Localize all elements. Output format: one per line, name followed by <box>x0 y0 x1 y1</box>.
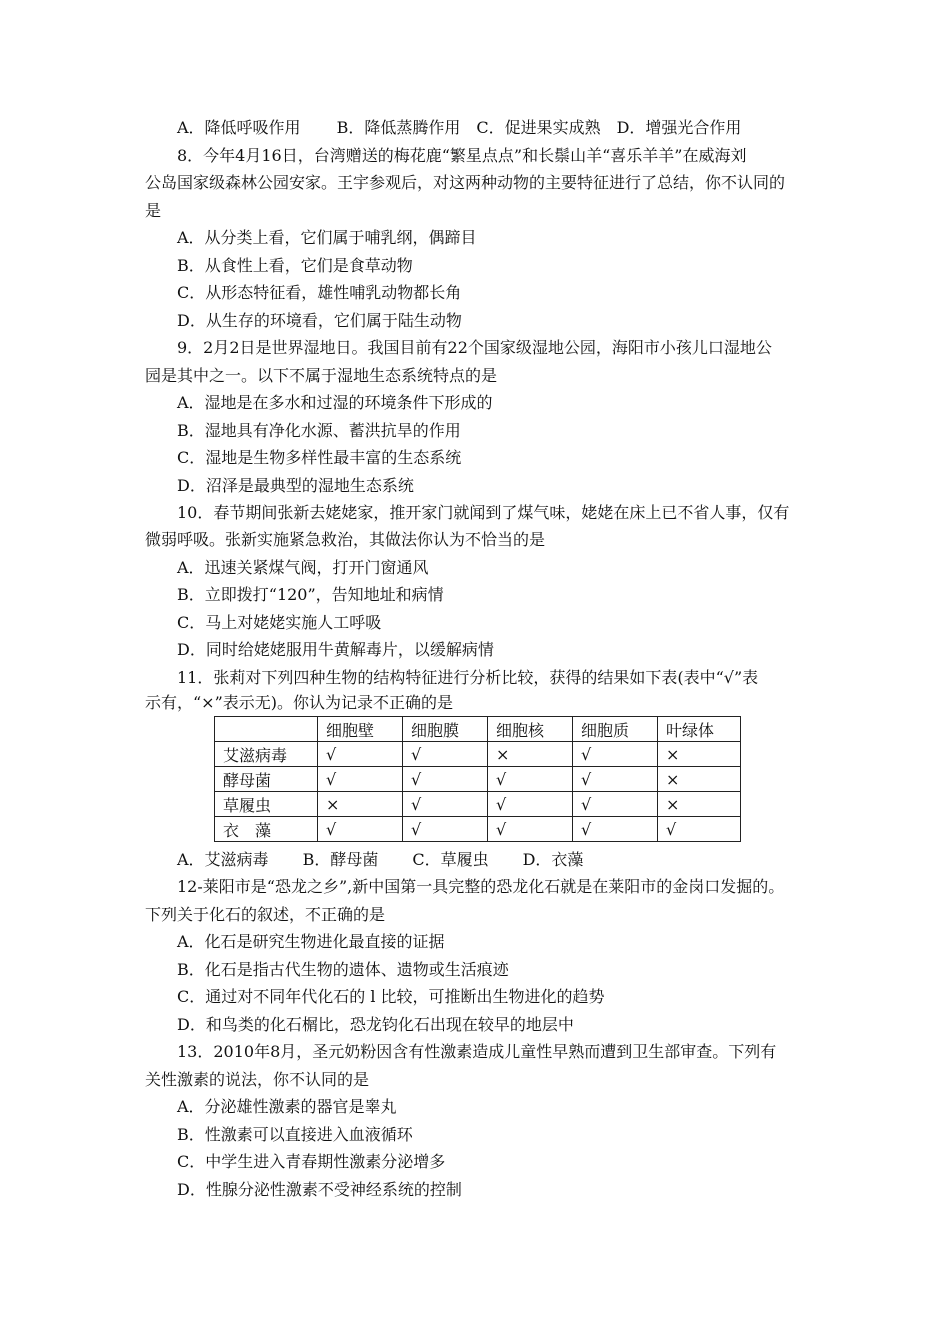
table-cell: √ <box>403 792 488 817</box>
q9-option-b: B．湿地具有净化水源、蓄洪抗旱的作用 <box>177 421 461 440</box>
q13-option-a: A．分泌雄性激素的器官是睾丸 <box>177 1097 397 1116</box>
q11-stem-line-2: 示有，“×”表示无)。你认为记录不正确的是 <box>145 693 454 712</box>
table-cell: √ <box>318 817 403 842</box>
table-row-label: 草履虫 <box>215 792 318 817</box>
q13-stem-line-2: 关性激素的说法，你不认同的是 <box>145 1070 370 1089</box>
q9-stem-line-1: 9．2月2日是世界湿地日。我国目前有22个国家级湿地公园，海阳市小孩儿口湿地公 <box>177 338 772 357</box>
cell-structure-table <box>214 716 741 842</box>
q10-option-b: B．立即拨打“120”，告知地址和病情 <box>177 585 444 604</box>
q10-stem-line-1: 10．春节期间张新去姥姥家，推开家门就闻到了煤气味，姥姥在床上已不省人事，仅有 <box>177 503 790 522</box>
table-cell: √ <box>573 817 658 842</box>
q12-option-a: A．化石是研究生物进化最直接的证据 <box>177 932 445 951</box>
q10-stem-line-2: 微弱呼吸。张新实施紧急救治，其做法你认为不恰当的是 <box>145 530 546 549</box>
table-cell: √ <box>403 742 488 767</box>
q10-option-a: A．迅速关紧煤气阀，打开门窗通风 <box>177 558 429 577</box>
table-cell: √ <box>573 792 658 817</box>
q12-option-c: C．通过对不同年代化石的 l 比较，可推断出生物进化的趋势 <box>177 987 605 1006</box>
q9-option-c: C．湿地是生物多样性最丰富的生态系统 <box>177 448 462 467</box>
q7-option-a: A．降低呼吸作用 <box>177 118 301 137</box>
q11-option-d: D．衣藻 <box>522 850 584 869</box>
table-row-label: 艾滋病毒 <box>215 742 318 767</box>
q8-option-c: C．从形态特征看，雄性哺乳动物都长角 <box>177 283 462 302</box>
table-header-chloroplast: 叶绿体 <box>658 717 741 742</box>
q11-option-c: C．草履虫 <box>412 850 489 869</box>
q13-option-c: C．中学生进入青春期性激素分泌增多 <box>177 1152 446 1171</box>
table-header-row <box>215 717 741 742</box>
table-cell: √ <box>488 817 573 842</box>
table-cell: √ <box>318 767 403 792</box>
q8-option-a: A．从分类上看，它们属于哺乳纲，偶蹄目 <box>177 228 477 247</box>
table-cell: × <box>318 792 403 817</box>
table-cell: × <box>658 792 741 817</box>
table-cell: × <box>658 742 741 767</box>
table-cell: × <box>488 742 573 767</box>
table-cell: √ <box>488 767 573 792</box>
table-cell: √ <box>403 817 488 842</box>
table-header-cell-wall: 细胞壁 <box>318 717 403 742</box>
table-header-nucleus: 细胞核 <box>488 717 573 742</box>
table-row <box>215 792 741 817</box>
q10-option-c: C．马上对姥姥实施人工呼吸 <box>177 613 382 632</box>
table-header-corner <box>215 717 318 742</box>
table-cell: √ <box>658 817 741 842</box>
q8-option-b: B．从食性上看，它们是食草动物 <box>177 256 413 275</box>
table-cell: √ <box>573 767 658 792</box>
table-cell: √ <box>573 742 658 767</box>
q11-options <box>177 850 583 870</box>
table-cell: × <box>658 767 741 792</box>
table-row-label: 衣 藻 <box>215 817 318 842</box>
q11-option-b: B．酵母菌 <box>302 850 379 869</box>
table-row <box>215 767 741 792</box>
q8-stem-line-1: 8．今年4月16日，台湾赠送的梅花鹿“繁星点点”和长鬃山羊“喜乐羊羊”在威海刘 <box>177 146 747 165</box>
table-cell: √ <box>403 767 488 792</box>
table-header-cytoplasm: 细胞质 <box>573 717 658 742</box>
q9-option-d: D．沼泽是最典型的湿地生态系统 <box>177 476 414 495</box>
q10-option-d: D．同时给姥姥服用牛黄解毒片，以缓解病情 <box>177 640 494 659</box>
table-row-label: 酵母菌 <box>215 767 318 792</box>
table-cell: √ <box>488 792 573 817</box>
table-row <box>215 817 741 842</box>
q12-stem-line-1: 12-莱阳市是“恐龙之乡”,新中国第一具完整的恐龙化石就是在莱阳市的金岗口发掘的。 <box>177 877 785 896</box>
q13-option-b: B．性激素可以直接进入血液循环 <box>177 1125 413 1144</box>
q12-option-d: D．和鸟类的化石榍比，恐龙钧化石出现在较早的地层中 <box>177 1015 574 1034</box>
q11-stem-line-1: 11．张莉对下列四种生物的结构特征进行分析比较，获得的结果如下表(表中“√”表 <box>177 668 759 687</box>
q13-option-d: D．性腺分泌性激素不受神经系统的控制 <box>177 1180 462 1199</box>
q12-stem-line-2: 下列关于化石的叙述，不正确的是 <box>145 905 386 924</box>
q9-stem-line-2: 园是其中之一。以下不属于湿地生态系统特点的是 <box>145 366 498 385</box>
q7-option-c: C．促进果实成熟 <box>476 118 601 137</box>
q12-option-b: B．化石是指古代生物的遗体、遗物或生活痕迹 <box>177 960 509 979</box>
q11-option-a: A．艾滋病毒 <box>177 850 269 869</box>
q7-option-b: B．降低蒸腾作用 <box>336 118 461 137</box>
q9-option-a: A．湿地是在多水和过湿的环境条件下形成的 <box>177 393 493 412</box>
table-row <box>215 742 741 767</box>
table-header-cell-membrane: 细胞膜 <box>403 717 488 742</box>
q8-option-d: D．从生存的环境看，它们属于陆生动物 <box>177 311 462 330</box>
q7-option-d: D．增强光合作用 <box>616 118 742 137</box>
q8-stem-line-2: 公岛国家级森林公园安家。王宇参观后，对这两种动物的主要特征进行了总结，你不认同的 <box>145 173 786 192</box>
table-cell: √ <box>318 742 403 767</box>
q13-stem-line-1: 13．2010年8月，圣元奶粉因含有性激素造成儿童性早熟而遭到卫生部审查。下列有 <box>177 1042 777 1061</box>
q7-options <box>177 118 741 138</box>
q8-stem-line-3: 是 <box>145 201 162 220</box>
